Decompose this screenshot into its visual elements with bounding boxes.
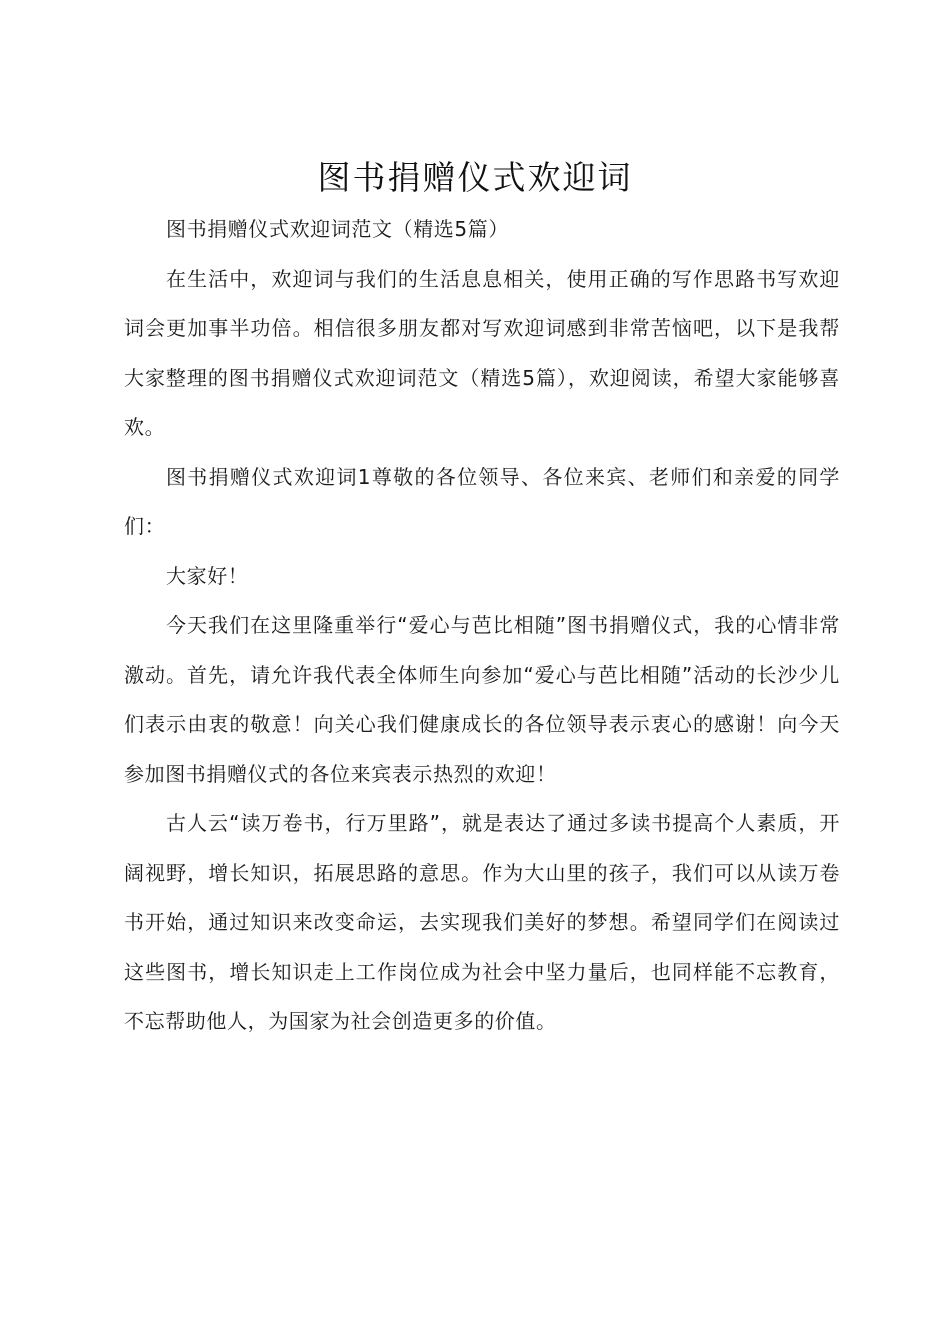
paragraph-quote: 古人云“读万卷书，行万里路”，就是表达了通过多读书提高个人素质，开阔视野，增长知识，拓展思路的意思。作为大山里的孩子，我们可以从读万卷书开始，通过知识来改变命运，去实现我们美好的梦想。希望同学们在阅读过这些图书，增长知识走上工作岗位成为社会中坚力量后，也同样能不忘教育，不忘帮助他人，为国家为社会创造更多的价值。 <box>124 811 840 1033</box>
paragraph-greeting: 大家好！ <box>166 563 249 588</box>
paragraph-opening: 今天我们在这里隆重举行“爱心与芭比相随”图书捐赠仪式，我的心情非常激动。首先，请允许我代表全体师生向参加“爱心与芭比相随”活动的长沙少儿们表示由衷的敬意！向关心我们健康成长的各位领导表示衷心的感谢！向今天参加图书捐赠仪式的各位来宾表示热烈的欢迎！ <box>124 613 840 786</box>
document-title: 图书捐赠仪式欢迎词 <box>317 158 633 197</box>
paragraph-subtitle: 图书捐赠仪式欢迎词范文（精选5篇） <box>166 217 509 241</box>
document-body <box>124 205 840 1047</box>
paragraph-salutation: 图书捐赠仪式欢迎词1尊敬的各位领导、各位来宾、老师们和亲爱的同学们： <box>124 464 840 538</box>
paragraph-intro: 在生活中，欢迎词与我们的生活息息相关，使用正确的写作思路书写欢迎词会更加事半功倍。相信很多朋友都对写欢迎词感到非常苦恼吧，以下是我帮大家整理的图书捐赠仪式欢迎词范文（精选5篇），欢迎阅读，希望大家能够喜欢。 <box>124 266 840 439</box>
